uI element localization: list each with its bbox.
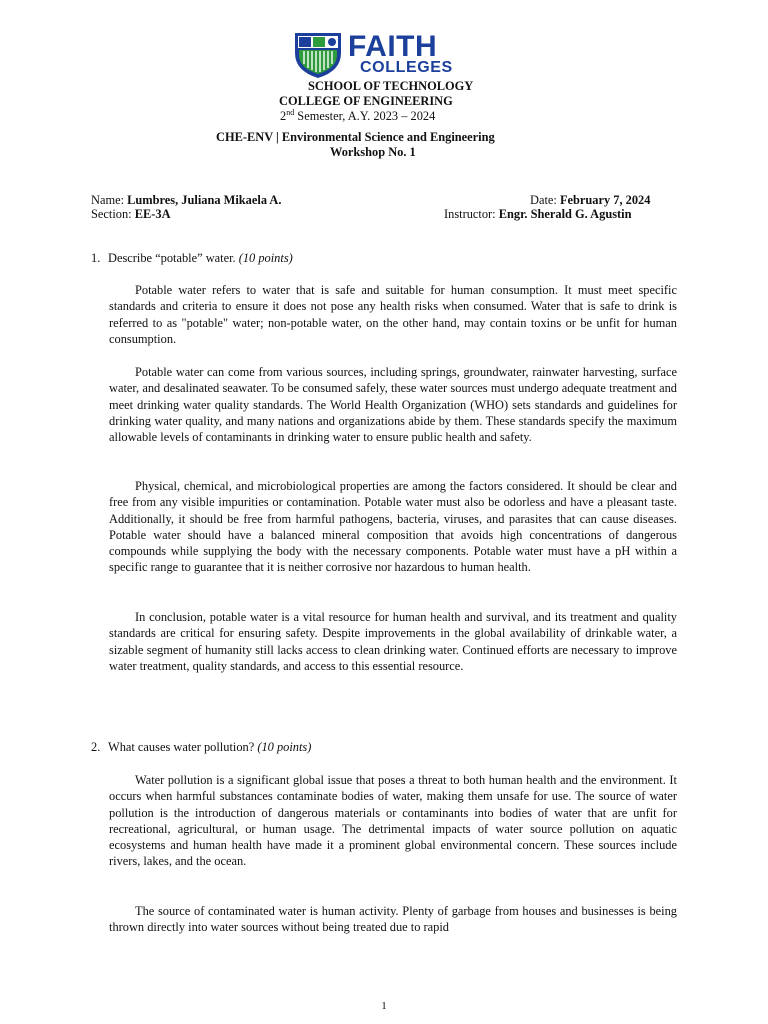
logo-subtitle: COLLEGES	[360, 59, 453, 76]
question-2	[91, 739, 311, 755]
date-value: February 7, 2024	[559, 193, 651, 207]
course-title: CHE-ENV | Environmental Science and Engineering	[216, 130, 495, 144]
instructor-value: Engr. Sherald G. Agustin	[498, 207, 632, 221]
question-1-text: Describe “potable” water.	[108, 251, 239, 265]
question-2-number: 2.	[91, 740, 101, 754]
logo-name: FAITH	[348, 30, 438, 63]
name-value: Lumbres, Juliana Mikaela A.	[127, 193, 282, 207]
section-field	[91, 206, 171, 222]
faith-colleges-logo	[293, 31, 483, 79]
semester-line	[280, 108, 435, 124]
workshop-title: Workshop No. 1	[330, 145, 416, 159]
q2-paragraph-2: The source of contaminated water is human activity. Plenty of garbage from houses and businesses is being thrown directly into water sources without being treated due to rapid	[109, 904, 677, 935]
instructor-field	[444, 206, 632, 222]
q2-paragraph-1: Water pollution is a significant global issue that poses a threat to both human health and the environment. It occurs when harmful substances contaminate bodies of water, making them unsafe for use. The source of water pollution is the introduction of dangerous materials or contaminants into bodies of water that are unfit for recreational, agricultural, or human usage. The detrimental impacts of water source pollution on aquatic ecosystems and human health have made it a prominent global environmental concern. These sources include rivers, lakes, and the ocean.	[109, 773, 677, 869]
semester-suffix: nd	[286, 107, 295, 117]
question-2-points: (10 points)	[257, 740, 312, 754]
shield-icon	[293, 31, 343, 79]
college-name: COLLEGE OF ENGINEERING	[279, 94, 453, 108]
question-1	[91, 250, 293, 266]
q1-paragraph-3: Physical, chemical, and microbiological properties are among the factors considered. It should be clear and free from any visible impurities or contamination. Potable water must also be odorless and have a pleasant taste. Additionally, it should be free from harmful pathogens, bacteria, viruses, and parasites that can cause diseases. Potable water should have a balanced mineral composition that avoids high concentrations of dangerous compounds while supplying the body with the necessary components. Potable water must have a pH within a specific range to guarantee that it is neither corrosive nor hazardous to human health.	[109, 479, 677, 575]
semester-text: Semester, A.Y. 2023 – 2024	[294, 109, 436, 123]
question-2-text: What causes water pollution?	[108, 740, 258, 754]
q1-paragraph-2: Potable water can come from various sources, including springs, groundwater, rainwater harvesting, surface water, and desalinated seawater. To be consumed safely, these water sources must undergo adequate treatment and meet drinking water quality standards. The World Health Organization (WHO) sets standards and guidelines for drinking water quality, and many nations and organizations abide by them. These standards specify the maximum allowable levels of contaminants in drinking water to ensure public health and safety.	[109, 365, 677, 445]
q1-paragraph-4: In conclusion, potable water is a vital resource for human health and survival, and its treatment and quality standards are critical for ensuring safety. Despite improvements in the global availability of drinkable water, a sizable segment of humanity still lacks access to clean drinking water. Continued efforts are necessary to improve water treatment, quality standards, and access to this essential resource.	[109, 610, 677, 673]
q1-paragraph-1: Potable water refers to water that is safe and suitable for human consumption. It must meet specific standards and criteria to ensure it does not pose any health risks when consumed. Water that is safe to drink is referred to as "potable" water; non-potable water, on the other hand, may contain toxins or be unfit for human consumption.	[109, 283, 677, 346]
date-label: Date:	[530, 193, 560, 207]
question-1-number: 1.	[91, 251, 101, 265]
school-name: SCHOOL OF TECHNOLOGY	[308, 79, 474, 93]
page-number: 1	[381, 1000, 387, 1012]
section-label: Section:	[91, 207, 135, 221]
instructor-label: Instructor:	[444, 207, 499, 221]
question-1-points: (10 points)	[238, 251, 293, 265]
name-label: Name:	[91, 193, 128, 207]
semester-number: 2	[280, 109, 287, 123]
section-value: EE-3A	[134, 207, 171, 221]
